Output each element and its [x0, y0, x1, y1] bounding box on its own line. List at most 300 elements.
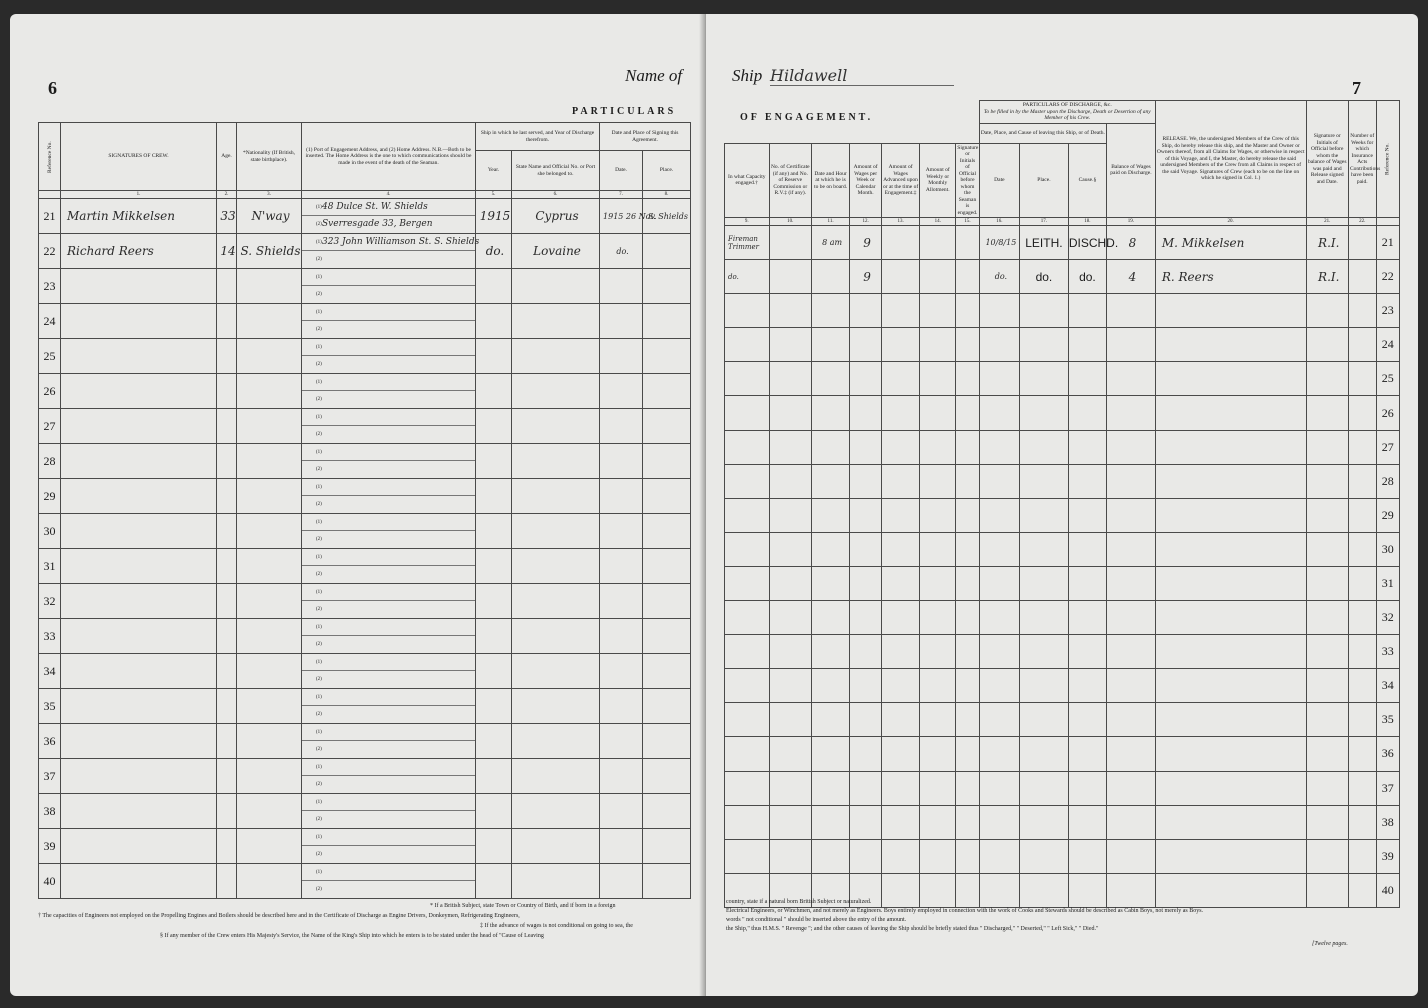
signing-date	[600, 304, 643, 339]
ref-no-right: 39	[1376, 839, 1399, 873]
crew-nationality	[237, 269, 302, 304]
balance-paid	[1107, 839, 1156, 873]
weekly-allotment	[920, 396, 956, 430]
engagement-row	[725, 601, 1400, 635]
discharge-date	[979, 771, 1019, 805]
date-hour	[812, 464, 850, 498]
date-hour	[812, 362, 850, 396]
discharge-date	[979, 635, 1019, 669]
col-num: 10.	[769, 218, 811, 226]
col-num: 2.	[217, 191, 237, 199]
certificate	[769, 805, 811, 839]
crew-nationality	[237, 374, 302, 409]
discharge-date	[979, 805, 1019, 839]
name-of-label: Name of	[625, 66, 683, 85]
crew-row	[39, 409, 691, 444]
header-signing: Date and Place of Signing this Agreement.	[600, 123, 691, 151]
discharge-place	[1020, 703, 1069, 737]
insurance-weeks	[1348, 396, 1376, 430]
crew-row	[39, 689, 691, 724]
weekly-allotment	[920, 635, 956, 669]
wages-advance	[882, 839, 920, 873]
address-port: 323 John Williamson St. S. Shields	[322, 237, 480, 247]
wages-advance	[882, 635, 920, 669]
crew-age	[217, 479, 237, 514]
crew-address: (1) (2)	[302, 724, 476, 759]
col-num: 19.	[1107, 218, 1156, 226]
crew-signature	[61, 759, 217, 794]
capacity	[725, 396, 770, 430]
date-hour	[812, 635, 850, 669]
crew-signature	[61, 864, 217, 899]
crew-age	[217, 444, 237, 479]
signing-date	[600, 829, 643, 864]
last-ship-year	[476, 724, 512, 759]
capacity	[725, 464, 770, 498]
discharge-place	[1020, 464, 1069, 498]
last-ship-year	[476, 584, 512, 619]
crew-address: (1) (2)	[302, 339, 476, 374]
capacity	[725, 566, 770, 600]
crew-signature	[61, 829, 217, 864]
crew-age	[217, 339, 237, 374]
wages-advance	[882, 873, 920, 907]
weekly-allotment	[920, 294, 956, 328]
certificate	[769, 464, 811, 498]
crew-row	[39, 759, 691, 794]
last-ship-year	[476, 654, 512, 689]
signing-date	[600, 269, 643, 304]
balance-paid	[1107, 873, 1156, 907]
column-numbers-right	[725, 218, 1400, 226]
crew-signature	[61, 584, 217, 619]
insurance-weeks	[1348, 873, 1376, 907]
official-initials	[956, 260, 979, 294]
release-official	[1306, 498, 1348, 532]
certificate	[769, 328, 811, 362]
weekly-allotment	[920, 601, 956, 635]
official-initials	[956, 703, 979, 737]
certificate	[769, 226, 811, 260]
discharge-place	[1020, 873, 1069, 907]
discharge-cause	[1068, 601, 1106, 635]
engagement-row	[725, 839, 1400, 873]
page-number-right: 7	[1352, 78, 1361, 98]
last-ship-name	[512, 339, 600, 374]
wages-month	[850, 464, 882, 498]
left-page	[10, 14, 706, 996]
engagement-row	[725, 635, 1400, 669]
date-hour	[812, 396, 850, 430]
official-initials	[956, 737, 979, 771]
signing-date	[600, 339, 643, 374]
wages-advance	[882, 362, 920, 396]
discharge-place	[1020, 771, 1069, 805]
engagement-row	[725, 430, 1400, 464]
footnote-left-4: § If any member of the Crew enters His Majesty's Service, the Name of the King's Ship into which he enters is to be stated under the head of "Cause of Leaving	[160, 933, 544, 939]
release-signature	[1155, 294, 1306, 328]
header-last-ship: Ship in which he last served, and Year of Discharge therefrom.	[476, 123, 600, 151]
crew-address: (1) (2)	[302, 864, 476, 899]
wages-month	[850, 362, 882, 396]
release-signature	[1155, 532, 1306, 566]
header-d-place: Place.	[1020, 143, 1069, 218]
release-official	[1306, 839, 1348, 873]
discharge-cause	[1068, 362, 1106, 396]
wages-month: 9	[850, 226, 882, 260]
ship-label: Ship	[732, 66, 763, 85]
weekly-allotment	[920, 839, 956, 873]
crew-address: (1) (2)	[302, 654, 476, 689]
discharge-place	[1020, 839, 1069, 873]
crew-row	[39, 479, 691, 514]
signing-date: do.	[600, 234, 643, 269]
ship-name: Hildawell	[770, 66, 954, 86]
discharge-cause	[1068, 294, 1106, 328]
crew-nationality	[237, 829, 302, 864]
header-capacity: In what Capacity engaged.†	[725, 143, 770, 218]
capacity	[725, 771, 770, 805]
signing-place	[643, 339, 691, 374]
release-official	[1306, 464, 1348, 498]
discharge-date	[979, 703, 1019, 737]
weekly-allotment	[920, 771, 956, 805]
balance-paid	[1107, 805, 1156, 839]
release-signature	[1155, 498, 1306, 532]
col-num: 7.	[600, 191, 643, 199]
insurance-weeks	[1348, 464, 1376, 498]
certificate	[769, 532, 811, 566]
certificate	[769, 260, 811, 294]
release-signature	[1155, 430, 1306, 464]
discharge-date	[979, 430, 1019, 464]
ref-no: 32	[39, 584, 61, 619]
footnote-right-4: the Ship," thus H.M.S. " Revenge "; and the other causes of leaving the Ship should be briefly stated thus " Discharged," " Deserted," " Left Sick," " Died."	[726, 926, 1099, 932]
last-ship-name	[512, 864, 600, 899]
last-ship-name	[512, 829, 600, 864]
crew-nationality	[237, 479, 302, 514]
insurance-weeks	[1348, 601, 1376, 635]
header-wages-advance: Amount of Wages Advanced upon or at the time of Engagement.‡	[882, 143, 920, 218]
crew-nationality	[237, 304, 302, 339]
crew-age	[217, 864, 237, 899]
crew-signature	[61, 689, 217, 724]
signing-date	[600, 794, 643, 829]
insurance-weeks	[1348, 328, 1376, 362]
last-ship-name: Cyprus	[512, 199, 600, 234]
crew-signature	[61, 514, 217, 549]
wages-month	[850, 839, 882, 873]
weekly-allotment	[920, 703, 956, 737]
crew-address: (1) (2)	[302, 794, 476, 829]
engagement-row	[725, 703, 1400, 737]
insurance-weeks	[1348, 362, 1376, 396]
crew-address: (1) (2)	[302, 759, 476, 794]
discharge-date: 10/8/15	[979, 226, 1019, 260]
header-ref-no: Reference No.	[39, 123, 61, 191]
release-official	[1306, 601, 1348, 635]
crew-age	[217, 619, 237, 654]
last-ship-year	[476, 619, 512, 654]
balance-paid: 8	[1107, 226, 1156, 260]
capacity	[725, 498, 770, 532]
discharge-cause	[1068, 635, 1106, 669]
wages-advance	[882, 430, 920, 464]
header-sig-official: Signature or Initials of Official before whom the Seaman is engaged.	[957, 144, 979, 216]
weekly-allotment	[920, 873, 956, 907]
insurance-weeks	[1348, 805, 1376, 839]
certificate	[769, 635, 811, 669]
ref-no-right: 37	[1376, 771, 1399, 805]
signing-place	[643, 479, 691, 514]
balance-paid: 4	[1107, 260, 1156, 294]
wages-advance	[882, 498, 920, 532]
col-num: 17.	[1020, 218, 1069, 226]
ref-no-right: 22	[1376, 260, 1399, 294]
crew-nationality	[237, 864, 302, 899]
header-nationality: *Nationality (If British, state birthplace).	[237, 123, 302, 191]
ref-no-right: 38	[1376, 805, 1399, 839]
release-signature: R. Reers	[1155, 260, 1306, 294]
certificate	[769, 396, 811, 430]
certificate	[769, 601, 811, 635]
wages-advance	[882, 532, 920, 566]
last-ship-year	[476, 444, 512, 479]
crew-nationality	[237, 584, 302, 619]
discharge-cause	[1068, 464, 1106, 498]
capacity	[725, 601, 770, 635]
release-signature	[1155, 669, 1306, 703]
insurance-weeks	[1348, 294, 1376, 328]
release-official	[1306, 805, 1348, 839]
wages-advance	[882, 396, 920, 430]
wages-month	[850, 703, 882, 737]
crew-signature	[61, 374, 217, 409]
header-balance: Balance of Wages paid on Discharge.	[1107, 123, 1156, 218]
last-ship-name	[512, 689, 600, 724]
date-hour	[812, 260, 850, 294]
capacity: Fireman Trimmer	[725, 226, 770, 260]
discharge-place	[1020, 362, 1069, 396]
official-initials	[956, 362, 979, 396]
signing-place	[643, 304, 691, 339]
header-address: (1) Port of Engagement Address, and (2) Home Address. N.B.—Both to be inserted. The Home Address is the one to which communications should be made in the event of the death of the Seaman.	[302, 123, 476, 191]
ref-no: 29	[39, 479, 61, 514]
discharge-date: do.	[979, 260, 1019, 294]
date-hour	[812, 839, 850, 873]
ref-no-right: 32	[1376, 601, 1399, 635]
certificate	[769, 771, 811, 805]
discharge-place	[1020, 328, 1069, 362]
certificate	[769, 737, 811, 771]
crew-row	[39, 549, 691, 584]
signing-date	[600, 374, 643, 409]
crew-row	[39, 864, 691, 899]
discharge-date	[979, 396, 1019, 430]
crew-nationality	[237, 724, 302, 759]
wages-month	[850, 737, 882, 771]
crew-address: (1) (2)	[302, 374, 476, 409]
balance-paid	[1107, 396, 1156, 430]
engagement-banner: OF ENGAGEMENT.	[740, 112, 874, 123]
ref-no: 21	[39, 199, 61, 234]
release-signature: M. Mikkelsen	[1155, 226, 1306, 260]
crew-row	[39, 514, 691, 549]
last-ship-year	[476, 304, 512, 339]
signing-place	[643, 409, 691, 444]
crew-nationality	[237, 759, 302, 794]
crew-age	[217, 584, 237, 619]
certificate	[769, 839, 811, 873]
wages-month	[850, 805, 882, 839]
crew-row	[39, 619, 691, 654]
certificate	[769, 669, 811, 703]
last-ship-name	[512, 514, 600, 549]
col-num: 9.	[725, 218, 770, 226]
wages-advance	[882, 669, 920, 703]
wages-month	[850, 328, 882, 362]
signing-date	[600, 444, 643, 479]
crew-age	[217, 514, 237, 549]
last-ship-name	[512, 549, 600, 584]
ref-no: 28	[39, 444, 61, 479]
last-ship-year	[476, 829, 512, 864]
crew-row	[39, 304, 691, 339]
footnote-right-1: country, state if a natural born British Subject or naturalized.	[726, 899, 872, 905]
last-ship-name	[512, 619, 600, 654]
release-signature	[1155, 464, 1306, 498]
official-initials	[956, 805, 979, 839]
crew-age	[217, 689, 237, 724]
discharge-cause: do.	[1068, 260, 1106, 294]
wages-advance	[882, 566, 920, 600]
engagement-discharge-table	[724, 100, 1400, 908]
crew-age	[217, 654, 237, 689]
release-official	[1306, 771, 1348, 805]
header-year: Year.	[476, 151, 512, 191]
ref-no-right: 26	[1376, 396, 1399, 430]
date-hour	[812, 328, 850, 362]
discharge-place	[1020, 396, 1069, 430]
date-hour	[812, 498, 850, 532]
balance-paid	[1107, 498, 1156, 532]
ref-no-right: 28	[1376, 464, 1399, 498]
release-official	[1306, 396, 1348, 430]
engagement-row	[725, 464, 1400, 498]
engagement-row	[725, 566, 1400, 600]
last-ship-name	[512, 374, 600, 409]
crew-nationality	[237, 409, 302, 444]
header-place: Place.	[643, 151, 691, 191]
ref-no: 24	[39, 304, 61, 339]
wages-advance	[882, 771, 920, 805]
crew-address: (1) (2)	[302, 409, 476, 444]
crew-signature	[61, 304, 217, 339]
crew-nationality: S. Shields	[237, 234, 302, 269]
discharge-title-text: PARTICULARS OF DISCHARGE, &c.	[1022, 102, 1112, 108]
ref-no-right: 29	[1376, 498, 1399, 532]
header-signatures: SIGNATURES OF CREW.	[61, 123, 217, 191]
wages-month	[850, 635, 882, 669]
insurance-weeks	[1348, 498, 1376, 532]
header-wages-month: Amount of Wages per Week or Calendar Month.	[850, 143, 882, 218]
balance-paid	[1107, 737, 1156, 771]
last-ship-year	[476, 479, 512, 514]
weekly-allotment	[920, 566, 956, 600]
crew-address: (1) (2)	[302, 304, 476, 339]
engagement-row	[725, 328, 1400, 362]
release-official	[1306, 635, 1348, 669]
wages-advance	[882, 601, 920, 635]
release-official	[1306, 362, 1348, 396]
engagement-row	[725, 498, 1400, 532]
wages-advance	[882, 294, 920, 328]
balance-paid	[1107, 294, 1156, 328]
balance-paid	[1107, 771, 1156, 805]
wages-month	[850, 498, 882, 532]
footnote-left-2: † The capacities of Engineers not employed on the Propelling Engines and Boilers should be described here and in the Certificate of Discharge as Engine Drivers, Donkeymen, Refrigerating Engineers,	[38, 913, 520, 919]
signing-date	[600, 584, 643, 619]
discharge-cause	[1068, 771, 1106, 805]
wages-advance	[882, 737, 920, 771]
date-hour	[812, 703, 850, 737]
col-num: 5.	[476, 191, 512, 199]
certificate	[769, 703, 811, 737]
discharge-place	[1020, 601, 1069, 635]
capacity	[725, 703, 770, 737]
crew-signature	[61, 269, 217, 304]
last-ship-name	[512, 479, 600, 514]
date-hour	[812, 805, 850, 839]
official-initials	[956, 532, 979, 566]
capacity	[725, 362, 770, 396]
signing-place	[643, 514, 691, 549]
page-number-left: 6	[48, 78, 57, 98]
date-hour	[812, 771, 850, 805]
insurance-weeks	[1348, 430, 1376, 464]
release-signature	[1155, 396, 1306, 430]
wages-month	[850, 669, 882, 703]
crew-signature	[61, 549, 217, 584]
signing-place	[643, 619, 691, 654]
col-num: 14.	[920, 218, 956, 226]
header-ship-name: State Name and Official No. or Port she belonged to.	[512, 151, 600, 191]
balance-paid	[1107, 362, 1156, 396]
wages-advance	[882, 226, 920, 260]
weekly-allotment	[920, 362, 956, 396]
crew-row	[39, 584, 691, 619]
crew-signature	[61, 479, 217, 514]
col-num: 1.	[61, 191, 217, 199]
signing-date	[600, 619, 643, 654]
release-official	[1306, 566, 1348, 600]
ref-no-right: 23	[1376, 294, 1399, 328]
discharge-date	[979, 362, 1019, 396]
col-num: 12.	[850, 218, 882, 226]
discharge-title	[979, 101, 1155, 124]
signing-date	[600, 514, 643, 549]
ref-no: 27	[39, 409, 61, 444]
crew-row	[39, 829, 691, 864]
signing-place	[643, 864, 691, 899]
official-initials	[956, 635, 979, 669]
discharge-place	[1020, 532, 1069, 566]
crew-age	[217, 304, 237, 339]
discharge-date	[979, 669, 1019, 703]
footnote-left-3: ‡ If the advance of wages is not conditional on going to sea, the	[480, 923, 633, 929]
balance-paid	[1107, 328, 1156, 362]
ref-no-right: 21	[1376, 226, 1399, 260]
